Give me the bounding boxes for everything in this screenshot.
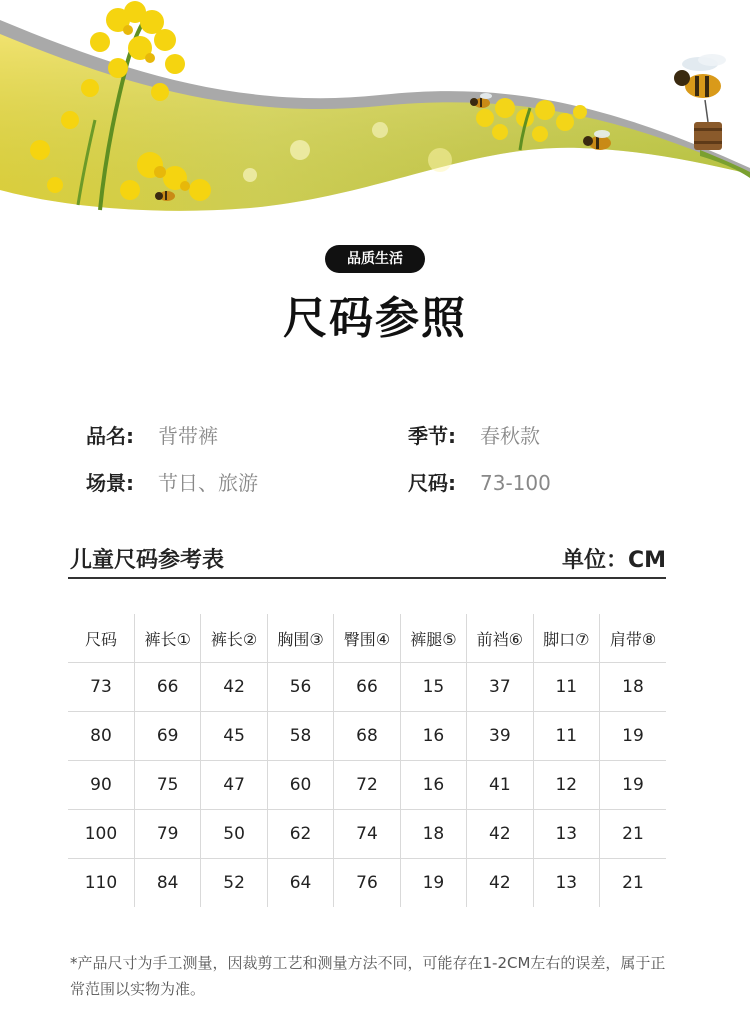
table-cell: 16 bbox=[400, 761, 466, 810]
table-cell: 42 bbox=[467, 859, 533, 908]
table-cell: 66 bbox=[334, 663, 400, 712]
heading-divider bbox=[68, 577, 666, 579]
table-header-row bbox=[68, 614, 666, 663]
column-header: 尺码 bbox=[68, 614, 134, 663]
table-cell: 13 bbox=[533, 810, 599, 859]
table-cell: 11 bbox=[533, 663, 599, 712]
table-cell: 62 bbox=[267, 810, 333, 859]
table-cell: 19 bbox=[600, 712, 667, 761]
scene-value: 节日、旅游 bbox=[158, 471, 258, 495]
size-table-unit: 单位：CM bbox=[561, 548, 666, 573]
size-range-value: 73-100 bbox=[480, 471, 551, 495]
table-cell: 60 bbox=[267, 761, 333, 810]
table-cell: 90 bbox=[68, 761, 134, 810]
size-table bbox=[68, 614, 666, 907]
table-cell: 47 bbox=[201, 761, 267, 810]
column-header: 臀围④ bbox=[334, 614, 400, 663]
table-cell: 19 bbox=[600, 761, 667, 810]
table-cell: 58 bbox=[267, 712, 333, 761]
table-cell: 73 bbox=[68, 663, 134, 712]
product-name-label: 品名: bbox=[86, 424, 134, 448]
table-row bbox=[68, 859, 666, 908]
table-row bbox=[68, 663, 666, 712]
page-title: 尺码参照 bbox=[283, 293, 467, 344]
season-label: 季节: bbox=[408, 424, 456, 448]
header-banner-image bbox=[0, 0, 750, 230]
table-cell: 39 bbox=[467, 712, 533, 761]
table-cell: 19 bbox=[400, 859, 466, 908]
table-cell: 21 bbox=[600, 810, 667, 859]
measurement-footnote: *产品尺寸为手工测量，因裁剪工艺和测量方法不同，可能存在1-2CM左右的误差，属于正常范围以实物为准。 bbox=[70, 954, 666, 998]
column-header: 裤长① bbox=[134, 614, 200, 663]
table-cell: 80 bbox=[68, 712, 134, 761]
table-cell: 13 bbox=[533, 859, 599, 908]
table-cell: 42 bbox=[201, 663, 267, 712]
column-header: 裤腿⑤ bbox=[400, 614, 466, 663]
quality-life-badge: 品质生活 bbox=[325, 245, 425, 273]
column-header: 脚口⑦ bbox=[533, 614, 599, 663]
table-cell: 76 bbox=[334, 859, 400, 908]
season-value: 春秋款 bbox=[480, 424, 540, 448]
table-cell: 11 bbox=[533, 712, 599, 761]
table-cell: 69 bbox=[134, 712, 200, 761]
product-name-value: 背带裤 bbox=[158, 424, 218, 448]
table-cell: 68 bbox=[334, 712, 400, 761]
table-cell: 18 bbox=[600, 663, 667, 712]
table-cell: 18 bbox=[400, 810, 466, 859]
table-cell: 16 bbox=[400, 712, 466, 761]
table-cell: 110 bbox=[68, 859, 134, 908]
table-cell: 66 bbox=[134, 663, 200, 712]
season-field bbox=[408, 423, 540, 449]
table-cell: 79 bbox=[134, 810, 200, 859]
column-header: 裤长② bbox=[201, 614, 267, 663]
table-cell: 100 bbox=[68, 810, 134, 859]
size-table-heading: 儿童尺码参考表 bbox=[70, 548, 225, 573]
table-cell: 52 bbox=[201, 859, 267, 908]
product-name-field bbox=[86, 423, 218, 449]
size-range-field bbox=[408, 470, 551, 496]
table-cell: 64 bbox=[267, 859, 333, 908]
scene-label: 场景: bbox=[86, 471, 134, 495]
table-cell: 74 bbox=[334, 810, 400, 859]
column-header: 肩带⑧ bbox=[600, 614, 667, 663]
table-cell: 72 bbox=[334, 761, 400, 810]
size-range-label: 尺码: bbox=[408, 471, 456, 495]
table-row bbox=[68, 761, 666, 810]
table-row bbox=[68, 810, 666, 859]
column-header: 前裆⑥ bbox=[467, 614, 533, 663]
table-cell: 37 bbox=[467, 663, 533, 712]
table-cell: 12 bbox=[533, 761, 599, 810]
table-cell: 42 bbox=[467, 810, 533, 859]
table-cell: 15 bbox=[400, 663, 466, 712]
table-cell: 45 bbox=[201, 712, 267, 761]
table-cell: 56 bbox=[267, 663, 333, 712]
table-row bbox=[68, 712, 666, 761]
table-cell: 75 bbox=[134, 761, 200, 810]
table-cell: 41 bbox=[467, 761, 533, 810]
table-cell: 21 bbox=[622, 873, 644, 893]
scene-field bbox=[86, 470, 258, 496]
table-cell: 84 bbox=[134, 859, 200, 908]
column-header: 胸围③ bbox=[267, 614, 333, 663]
table-cell: 50 bbox=[201, 810, 267, 859]
